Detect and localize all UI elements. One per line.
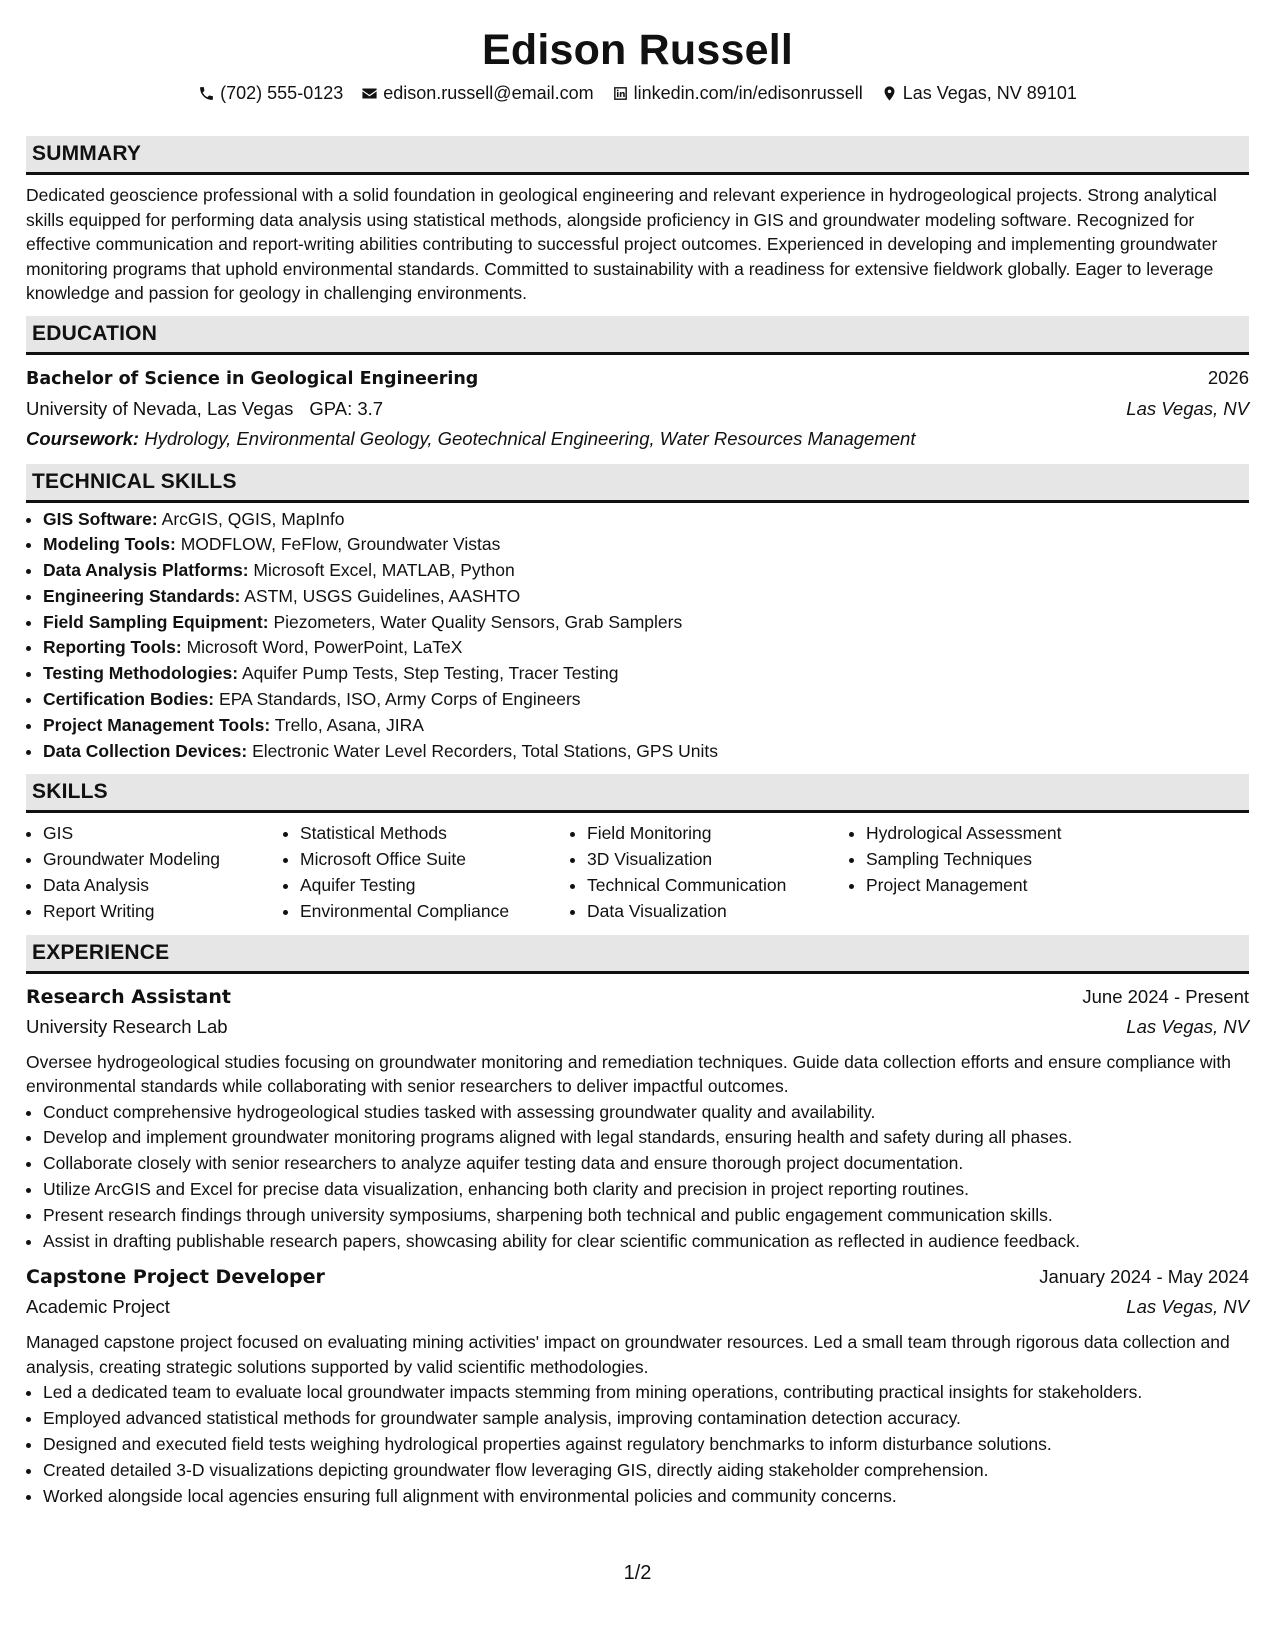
job-title: Capstone Project Developer xyxy=(26,1266,325,1289)
education-location: Las Vegas, NV xyxy=(1126,397,1249,419)
skill-value: Piezometers, Water Quality Sensors, Grab Samplers xyxy=(273,611,683,632)
graduation-year: 2026 xyxy=(1207,366,1249,388)
skill-label: Project Management Tools: xyxy=(43,714,271,735)
skill-label: Data Collection Devices: xyxy=(43,740,248,761)
list-item: • Microsoft Office Suite xyxy=(300,847,570,873)
page-number: 1/2 xyxy=(623,1562,652,1584)
contact-email[interactable] xyxy=(361,82,593,104)
skills-grid xyxy=(26,821,1249,924)
list-item: • Conduct comprehensive hydrogeological studies tasked with assessing groundwater quality and availability. xyxy=(43,1100,1249,1126)
list-item xyxy=(43,739,1249,765)
skill-label: Field Sampling Equipment: xyxy=(43,611,269,632)
list-item: • Led a dedicated team to evaluate local groundwater impacts stemming from mining operations, contributing practical insights for stakeholders. xyxy=(43,1380,1249,1406)
job-title-row xyxy=(26,982,1249,1012)
resume-content xyxy=(26,24,1249,1515)
list-item: • Utilize ArcGIS and Excel for precise data visualization, enhancing both clarity and precision in project reporting routines. xyxy=(43,1177,1249,1203)
list-item xyxy=(43,661,1249,687)
contact-location xyxy=(881,82,1077,104)
list-item: • Aquifer Testing xyxy=(300,873,570,899)
list-item: • Report Writing xyxy=(43,899,283,925)
skill-label: Certification Bodies: xyxy=(43,689,215,710)
job-location: Las Vegas, NV xyxy=(1126,1296,1249,1318)
contact-phone xyxy=(198,82,343,104)
skill-value: Microsoft Word, PowerPoint, LaTeX xyxy=(186,637,463,658)
school: University of Nevada, Las Vegas xyxy=(26,397,294,419)
skill-label: GIS Software: xyxy=(43,508,158,529)
job-dates: June 2024 - Present xyxy=(1082,985,1249,1007)
list-item: • Worked alongside local agencies ensuring full alignment with environmental policies and community concerns. xyxy=(43,1484,1249,1510)
candidate-name: Edison Russell xyxy=(481,26,794,74)
skills-column-1 xyxy=(26,821,283,924)
skill-label: Reporting Tools: xyxy=(43,637,182,658)
list-item xyxy=(43,584,1249,610)
skill-value: Microsoft Excel, MATLAB, Python xyxy=(253,560,515,581)
contact-bar xyxy=(26,82,1249,104)
list-item: • Develop and implement groundwater monitoring programs aligned with legal standards, ensuring health and safety during all phases. xyxy=(43,1125,1249,1151)
job-title: Research Assistant xyxy=(26,985,231,1008)
skill-value: ASTM, USGS Guidelines, AASHTO xyxy=(244,585,521,606)
experience-heading: EXPERIENCE xyxy=(26,935,1249,974)
job-bullets xyxy=(26,1100,1249,1255)
list-item: • Technical Communication xyxy=(587,873,849,899)
skill-label: Modeling Tools: xyxy=(43,534,176,555)
job-summary: Managed capstone project focused on evaluating mining activities' impact on groundwater resources. Led a small team through rigorous data collection and analysis, creating strategic solutions supported by valid scientific methodologies. xyxy=(26,1332,1230,1377)
phone-icon xyxy=(198,85,215,102)
job-title-row xyxy=(26,1262,1249,1292)
list-item xyxy=(43,507,1249,533)
envelope-icon xyxy=(361,85,378,102)
list-item: • Groundwater Modeling xyxy=(43,847,283,873)
skill-value: Trello, Asana, JIRA xyxy=(274,714,424,735)
skills-column-4 xyxy=(849,821,1166,924)
list-item: • Field Monitoring xyxy=(587,821,849,847)
skill-label: Testing Methodologies: xyxy=(43,663,239,684)
list-item: • Assist in drafting publishable research papers, showcasing ability for clear scientific communication as reflected in audience feedback. xyxy=(43,1229,1249,1255)
skills-column-2 xyxy=(283,821,570,924)
list-item: • 3D Visualization xyxy=(587,847,849,873)
summary-text: Dedicated geoscience professional with a solid foundation in geological engineering and relevant experience in hydrogeological projects. Strong analytical skills equipped for performing data analysis using statistical methods, alongside proficiency in GIS and groundwater modeling software. Recognized for effective communication and report-writing abilities contributing to successful project outcomes. Experienced in developing and implementing groundwater monitoring programs that uphold environmental standards. Committed to sustainability with a readiness for extensive fieldwork globally. Eager to leverage knowledge and passion for geology in challenging environments. xyxy=(26,185,1218,303)
list-item xyxy=(43,713,1249,739)
job-org-row xyxy=(26,1012,1249,1042)
coursework xyxy=(26,424,1249,454)
location-text: Las Vegas, NV 89101 xyxy=(902,83,1077,103)
list-item: • Collaborate closely with senior researchers to analyze aquifer testing data and ensure thorough project documentation. xyxy=(43,1151,1249,1177)
list-item xyxy=(43,558,1249,584)
email-text[interactable]: edison.russell@email.com xyxy=(383,83,594,103)
list-item: • Employed advanced statistical methods for groundwater sample analysis, improving contamination detection accuracy. xyxy=(43,1406,1249,1432)
list-item: • Created detailed 3-D visualizations depicting groundwater flow leveraging GIS, directly aiding stakeholder comprehension. xyxy=(43,1458,1249,1484)
phone-text: (702) 555-0123 xyxy=(220,83,344,103)
gpa: GPA: 3.7 xyxy=(309,397,384,419)
job-entry xyxy=(26,1262,1249,1509)
coursework-list: Hydrology, Environmental Geology, Geotechnical Engineering, Water Resources Management xyxy=(144,427,916,449)
education-row-1 xyxy=(26,363,1249,394)
skills-column-3 xyxy=(570,821,849,924)
skill-label: Data Analysis Platforms: xyxy=(43,560,249,581)
job-summary: Oversee hydrogeological studies focusing on groundwater monitoring and remediation techniques. Guide data collection efforts and ensure compliance with environmental standards while collaborating with senior researchers to deliver impactful outcomes. xyxy=(26,1051,1231,1097)
list-item: • Project Management xyxy=(866,873,1166,899)
list-item xyxy=(43,635,1249,661)
list-item: • Designed and executed field tests weighing hydrological properties against regulatory benchmarks to inform disturbance solutions. xyxy=(43,1432,1249,1458)
job-org-row xyxy=(26,1292,1249,1322)
list-item xyxy=(43,687,1249,713)
list-item xyxy=(43,532,1249,558)
job-bullets xyxy=(26,1380,1249,1509)
linkedin-icon xyxy=(612,85,629,102)
education-entry xyxy=(26,363,1249,454)
list-item: • Statistical Methods xyxy=(300,821,570,847)
contact-linkedin[interactable] xyxy=(612,82,863,104)
job-location: Las Vegas, NV xyxy=(1126,1015,1249,1037)
job-entry xyxy=(26,982,1249,1255)
job-org: Academic Project xyxy=(26,1296,170,1318)
list-item: • Data Analysis xyxy=(43,873,283,899)
skills-heading: SKILLS xyxy=(26,774,1249,813)
list-item: • GIS xyxy=(43,821,283,847)
list-item: • Data Visualization xyxy=(587,899,849,925)
skill-label: Engineering Standards: xyxy=(43,585,241,606)
school-gpa xyxy=(26,394,383,424)
list-item: • Environmental Compliance xyxy=(300,899,570,925)
summary-heading: SUMMARY xyxy=(26,136,1249,175)
coursework-label: Coursework: xyxy=(26,427,140,449)
degree: Bachelor of Science in Geological Engineering xyxy=(26,368,479,389)
skill-value: ArcGIS, QGIS, MapInfo xyxy=(161,508,345,529)
map-pin-icon xyxy=(881,85,898,102)
education-row-2 xyxy=(26,394,1249,424)
list-item: • Hydrological Assessment xyxy=(866,821,1166,847)
linkedin-text[interactable]: linkedin.com/in/edisonrussell xyxy=(633,83,863,103)
list-item xyxy=(43,610,1249,636)
education-heading: EDUCATION xyxy=(26,316,1249,355)
job-org: University Research Lab xyxy=(26,1015,228,1037)
job-dates: January 2024 - May 2024 xyxy=(1039,1266,1249,1288)
technical-skills-heading: TECHNICAL SKILLS xyxy=(26,464,1249,503)
list-item: • Sampling Techniques xyxy=(866,847,1166,873)
technical-skills-list xyxy=(26,507,1249,765)
list-item: • Present research findings through university symposiums, sharpening both technical and public engagement communication skills. xyxy=(43,1203,1249,1229)
skill-value: Electronic Water Level Recorders, Total Stations, GPS Units xyxy=(252,740,718,761)
skill-value: EPA Standards, ISO, Army Corps of Engineers xyxy=(219,689,581,710)
skill-value: MODFLOW, FeFlow, Groundwater Vistas xyxy=(180,534,501,555)
skill-value: Aquifer Pump Tests, Step Testing, Tracer Testing xyxy=(242,663,619,684)
